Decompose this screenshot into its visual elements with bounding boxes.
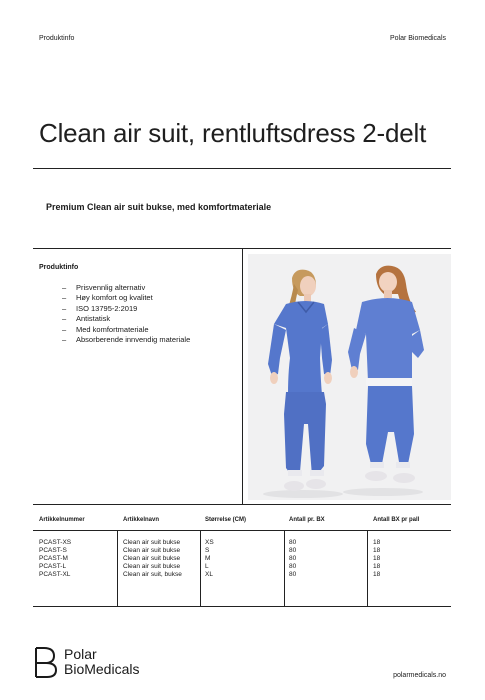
table-cell: 18 bbox=[373, 547, 381, 554]
table-cell: PCAST-L bbox=[39, 563, 67, 570]
divider bbox=[33, 504, 451, 505]
divider bbox=[33, 530, 451, 531]
models-illustration bbox=[248, 254, 451, 500]
table-column-size bbox=[205, 539, 214, 579]
logo-wordmark bbox=[64, 647, 139, 677]
table-cell: 80 bbox=[289, 555, 297, 562]
feature-item: – Med komfortmateriale bbox=[62, 325, 190, 335]
column-header: Antall BX pr pall bbox=[373, 517, 420, 523]
table-cell: 80 bbox=[289, 539, 297, 546]
table-cell: PCAST-M bbox=[39, 555, 68, 562]
table-cell: 80 bbox=[289, 571, 297, 578]
column-header: Antall pr. BX bbox=[289, 517, 325, 523]
column-header: Størrelse (CM) bbox=[205, 517, 247, 523]
table-cell: 18 bbox=[373, 539, 381, 546]
table-cell: 18 bbox=[373, 563, 381, 570]
column-divider bbox=[284, 530, 285, 606]
table-cell: Clean air suit bukse bbox=[123, 539, 181, 546]
table-cell: PCAST-XS bbox=[39, 539, 72, 546]
table-column-article-name bbox=[123, 539, 182, 579]
logo-line: BioMedicals bbox=[64, 661, 140, 677]
polar-biomedicals-logo-icon bbox=[33, 646, 59, 680]
logo-line: Polar bbox=[64, 646, 97, 662]
table-cell: PCAST-XL bbox=[39, 571, 71, 578]
footer-url: polarmedicals.no bbox=[393, 672, 446, 679]
feature-item: – Absorberende innvendig materiale bbox=[62, 335, 190, 345]
table-cell: XL bbox=[205, 571, 213, 578]
table-column-qty-per-box bbox=[289, 539, 296, 579]
feature-list bbox=[62, 283, 190, 345]
table-column-boxes-per-pallet bbox=[373, 539, 380, 579]
column-divider bbox=[367, 530, 368, 606]
product-photo bbox=[248, 254, 451, 500]
table-cell: L bbox=[205, 563, 209, 570]
feature-item: – Høy komfort og kvalitet bbox=[62, 293, 190, 303]
table-cell: 18 bbox=[373, 555, 381, 562]
page-title: Clean air suit, rentluftsdress 2-delt bbox=[39, 118, 427, 148]
product-subtitle: Premium Clean air suit bukse, med komfortmateriale bbox=[46, 202, 272, 212]
info-heading: Produktinfo bbox=[39, 264, 79, 271]
column-divider bbox=[200, 530, 201, 606]
column-header: Artikkelnavn bbox=[123, 517, 160, 523]
table-cell: M bbox=[205, 555, 211, 562]
table-cell: 80 bbox=[289, 563, 297, 570]
divider bbox=[33, 606, 451, 607]
header-left-label: Produktinfo bbox=[39, 35, 75, 42]
table-cell: S bbox=[205, 547, 210, 554]
table-cell: 80 bbox=[289, 547, 297, 554]
table-cell: Clean air suit bukse bbox=[123, 547, 181, 554]
feature-item: – Prisvennlig alternativ bbox=[62, 283, 190, 293]
feature-item: – ISO 13795-2:2019 bbox=[62, 304, 190, 314]
section-divider bbox=[242, 248, 243, 504]
feature-item: – Antistatisk bbox=[62, 314, 190, 324]
table-cell: XS bbox=[205, 539, 214, 546]
table-cell: Clean air suit bukse bbox=[123, 563, 181, 570]
table-cell: PCAST-S bbox=[39, 547, 67, 554]
column-divider bbox=[117, 530, 118, 606]
divider bbox=[33, 168, 451, 169]
column-header: Artikkelnummer bbox=[39, 517, 85, 523]
table-column-article-number bbox=[39, 539, 71, 579]
table-cell: 18 bbox=[373, 571, 381, 578]
header-company-name: Polar Biomedicals bbox=[389, 35, 446, 42]
table-cell: Clean air suit bukse bbox=[123, 555, 181, 562]
table-cell: Clean air suit, bukse bbox=[123, 571, 182, 578]
